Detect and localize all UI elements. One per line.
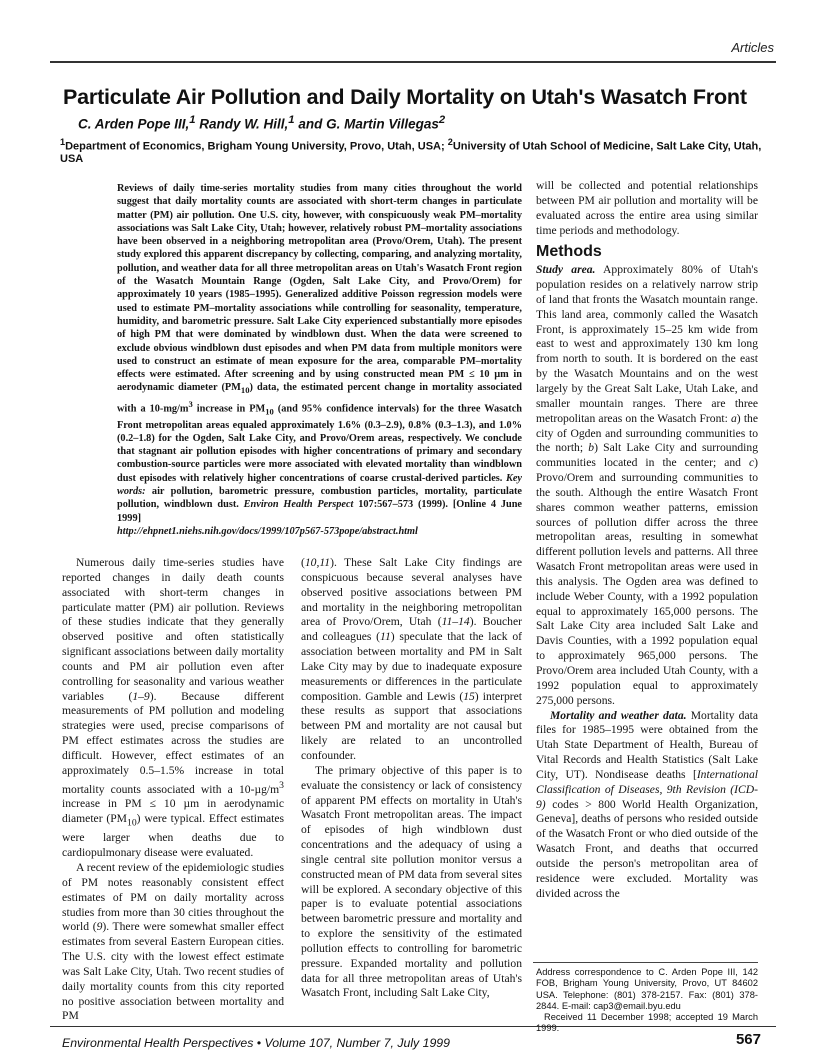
text: increase in PM ≤ 10 µm in aerodynamic diameter (PM — [62, 797, 284, 826]
affil-1: Department of Economics, Brigham Young University, Provo, Utah, USA; — [65, 140, 448, 153]
text: ) the city of Ogden and surrounding communities to the north; — [536, 411, 758, 455]
keywords: air pollution, barometric pressure, combustion particles, mortality, particulate pollution, windblown dust. — [117, 486, 522, 511]
subheading: Study area. — [536, 263, 596, 277]
affiliations — [60, 137, 780, 165]
paragraph — [62, 556, 284, 861]
list-marker: c — [748, 456, 755, 470]
text: ). Because different measurements of PM pollution and modeling strategies were used, precise comparisons of PM effect estimates across the studies are difficult. However, effect estimates of an approximately 0.5–1.5% increase in total mortality counts associated with a 10-µg/m — [62, 689, 284, 796]
text: ) interpret these results as support that associations between PM and mortality are not causal but likely are related to an uncontrolled confounder. — [301, 689, 522, 762]
reference: 11–14 — [441, 615, 470, 629]
reference: 1–9 — [132, 689, 150, 703]
affil-mark-1: 1 — [60, 137, 66, 147]
correspondence-address: Address correspondence to C. Arden Pope III, 142 FOB, Brigham Young University, Provo, UT 84602 USA. Telephone: (801) 378-2157. Fax: (801) 378-2844. E-mail: cap3@email.byu.edu — [536, 967, 758, 1011]
reference: 15 — [463, 689, 475, 703]
text: Approximately 80% of Utah's population resides on a relatively narrow strip of land that fronts the Wasatch mountain range. This land area, commonly called the Wasatch Front, is approximately 15–25 km wide from east to west and approximately 130 km long from north to south. It is bordered on the east by the Wasatch Mountains and on the west largely by the Great Salt Lake, Utah Lake, and smaller mountain ranges. There are three metropolitan areas on the Wasatch Front: — [536, 263, 758, 425]
author-2-affil: 1 — [288, 114, 295, 126]
citation-details: 107:567–573 (1999). [Online 4 June 1999] — [117, 499, 522, 524]
author-3: and G. Martin Villegas — [294, 116, 439, 132]
text: ) were typical. Effect estimates were larger when deaths due to cardiopulmonary disease were evaluated. — [62, 812, 284, 860]
superscript: 3 — [279, 779, 284, 791]
abstract-text: ) data, the estimated percent change in mortality associated with a 10-mg/m — [117, 382, 522, 415]
paragraph — [536, 709, 758, 902]
text: ). There were somewhat smaller effect estimates from several Eastern European cities. The U.S. city with the lowest effect estimate was Salt Lake City, Utah. Two recent studies of daily mortality counts from this city reported no positive association between mortality and PM — [62, 920, 284, 1023]
subheading: Mortality and weather data. — [550, 708, 687, 722]
text: International Classification of Diseases, 9th Revision (ICD-9) — [536, 767, 758, 811]
author-2: Randy W. Hill, — [195, 116, 289, 132]
text: ) speculate that the lack of association between mortality and PM in Salt Lake City may by due to inadequate exposure measurements or differences in the particulate composition. Gamble and Lewis ( — [301, 630, 522, 703]
abstract-sub: 10 — [265, 406, 274, 417]
right-column — [536, 179, 758, 902]
text: A recent review of the epidemiologic studies of PM notes reasonably consistent effect estimates of PM on daily mortality across studies from more than 30 cities throughout the world ( — [62, 861, 284, 934]
received-date: Received 11 December 1998; accepted 19 March 1999. — [536, 1012, 758, 1034]
section-label: Articles — [731, 40, 774, 55]
article-title: Particulate Air Pollution and Daily Mortality on Utah's Wasatch Front — [63, 85, 747, 109]
correspondence — [536, 967, 758, 1035]
top-rule — [50, 61, 776, 63]
journal-footer: Environmental Health Perspectives • Volume 107, Number 7, July 1999 — [62, 1036, 450, 1050]
text: codes > 800 World Health Organization, Geneva], deaths of persons who resided outside of the Wasatch Front or who died outside of the Wasatch Front, and deaths that occurred outside the person's metropolitan area of residence were excluded. Mortality was divided across the — [536, 797, 758, 900]
text: ) Salt Lake City and surrounding communities located in the center; and — [536, 441, 758, 470]
author-3-affil: 2 — [438, 114, 446, 126]
reference: 10,11 — [304, 556, 331, 569]
abstract-url-link[interactable]: http://ehpnet1.niehs.nih.gov/docs/1999/107p567-573pope/abstract.html — [117, 525, 418, 537]
keywords-label: Key words: — [117, 472, 522, 498]
text: Mortality data files for 1985–1995 were obtained from the Utah State Department of Health, Bureau of Vital Records and Health Statistics (Salt Lake City, UT). Nondisease deaths [ — [536, 708, 758, 781]
paragraph: will be collected and potential relationships between PM air pollution and mortality will be evaluated across the entire area using similar time periods and methodology. — [536, 179, 758, 237]
affil-2: University of Utah School of Medicine, Salt Lake City, Utah, USA — [60, 140, 762, 165]
subscript: 10 — [127, 817, 137, 829]
intro-column-2 — [301, 556, 522, 1001]
abstract-text: (and 95% confidence intervals) for the three Wasatch Front metropolitan areas equaled approximately 1.6% (0.3–2.9), 0.8% (0.3–1.3), and 1.0% (0.2–1.8) for the Ogden, Salt Lake City, and Provo/Orem areas, respectively. We conclude that stagnant air pollution episodes with higher concentrations of primary and secondary combustion-source particles were more associated with elevated mortality than windblown dust episodes with relatively higher concentrations of coarse crustal-derived particles. — [117, 403, 523, 484]
text: ). Boucher and colleagues ( — [301, 615, 522, 644]
methods-heading: Methods — [536, 243, 602, 261]
abstract-sub: 10 — [240, 385, 250, 396]
paragraph: The primary objective of this paper is to evaluate the consistency or lack of consistency of apparent PM effects on mortality in Utah's Wasatch Front metropolitan areas. The impact of episodes of high windblown dust concentrations and the adequacy of using a single central site pollution monitor versus a constructed mean of PM data from several sites will be explored. A secondary objective of this paper is to evaluate potential associations between barometric pressure and mortality and to explore the sensitivity of the estimated pollution effects to controlling for barometric pressure. Expanded mortality and pollution data for all three metropolitan areas of Utah's Wasatch Front, including Salt Lake City, — [301, 763, 522, 1000]
author-1-affil: 1 — [189, 114, 196, 126]
affil-mark-2: 2 — [447, 137, 453, 147]
correspondence-rule — [533, 962, 758, 963]
author-list — [78, 114, 445, 132]
reference: 11 — [380, 630, 391, 644]
abstract-sup: 3 — [188, 398, 193, 409]
text: ). These Salt Lake City findings are conspicuous because several analyses have observed positive associations between PM and mortality in the neighboring metropolitan area of Provo/Orem, Utah ( — [301, 556, 522, 629]
abstract-text: Reviews of daily time-series mortality studies from many cities throughout the world suggest that daily mortality counts are associated with short-term changes in particulate matter (PM) air pollution. One U.S. city, however, with conspicuously weak PM–mortality associations was Salt Lake City, Utah; however, relatively robust PM–mortality associations have been observed in a neighboring metropolitan area (Provo/Orem, Utah). The present study explored this apparent discrepancy by collecting, comparing, and analyzing mortality, pollution, and weather data for all three metropolitan areas on Utah's Wasatch Front region of the Wasatch Mountain Range (Ogden, Salt Lake City, and Provo/Orem) for approximately 10 years (1985–1995). Generalized additive Poisson regression models were used to estimate PM–mortality associations while controlling for seasonality, temperature, humidity, and barometric pressure. Salt Lake City experienced substantially more episodes of high PM that were dominated by windblown dust. When the data were screened to exclude obvious windblown dust episodes and when PM data from multiple monitors were used to construct an estimate of mean exposure for the area, comparable PM–mortality effects were estimated. After screening and by using constructed mean PM ≤ 10 µm in aerodynamic diameter (PM — [117, 183, 522, 394]
intro-column-1 — [62, 556, 284, 1024]
list-marker: b — [588, 441, 595, 455]
bottom-rule — [50, 1026, 776, 1027]
author-1: C. Arden Pope III, — [78, 116, 190, 132]
citation-journal: Environ Health Perspect — [243, 499, 354, 511]
reference: 9 — [96, 920, 103, 934]
paragraph — [536, 263, 758, 708]
abstract-text: increase in PM — [192, 403, 266, 415]
paragraph — [62, 861, 284, 1024]
page-number: 567 — [735, 1031, 761, 1048]
list-marker: a — [730, 411, 737, 425]
text: Numerous daily time-series studies have reported changes in daily death counts associated with short-term changes in particulate matter (PM) air pollution. Reviews of these studies indicate that they generally observed positive and often statistically significant associations between daily mortality counts and PM air pollution even after controlling for seasonality and various weather variables ( — [62, 556, 284, 703]
abstract — [117, 182, 522, 538]
paragraph: (10,11). These Salt Lake City findings are conspicuous because several analyses have observed positive associations between PM and mortality in the neighboring metropolitan area of Provo/Orem, Utah (11–14). Boucher and colleagues (11) speculate that the lack of association between mortality and PM in Salt Lake City may by due to inadequate exposure measurements or differences in the particulate composition. Gamble and Lewis (15) interpret these results as support that associations between PM and mortality are not causal but likely are related to an uncontrolled confounder. — [301, 556, 522, 762]
text: ) Provo/Orem and surrounding communities to the south. Although the entire Wasatch Front shares common weather patterns, emission sources of pollution differ across the three metropolitan areas, resulting in somewhat different pollution levels and patterns. All three Wasatch Front metropolitan areas were used in this analysis. The Ogden area was defined to include Weber County, with a 1992 population equal to approximately 165,000 persons. The Salt Lake City area included Salt Lake and Davis Counties, with a 1992 population equal to approximately 965,000 persons. The Provo/Orem area included Utah County, with a 1992 population equal to approximately 275,000 persons. — [536, 456, 758, 707]
